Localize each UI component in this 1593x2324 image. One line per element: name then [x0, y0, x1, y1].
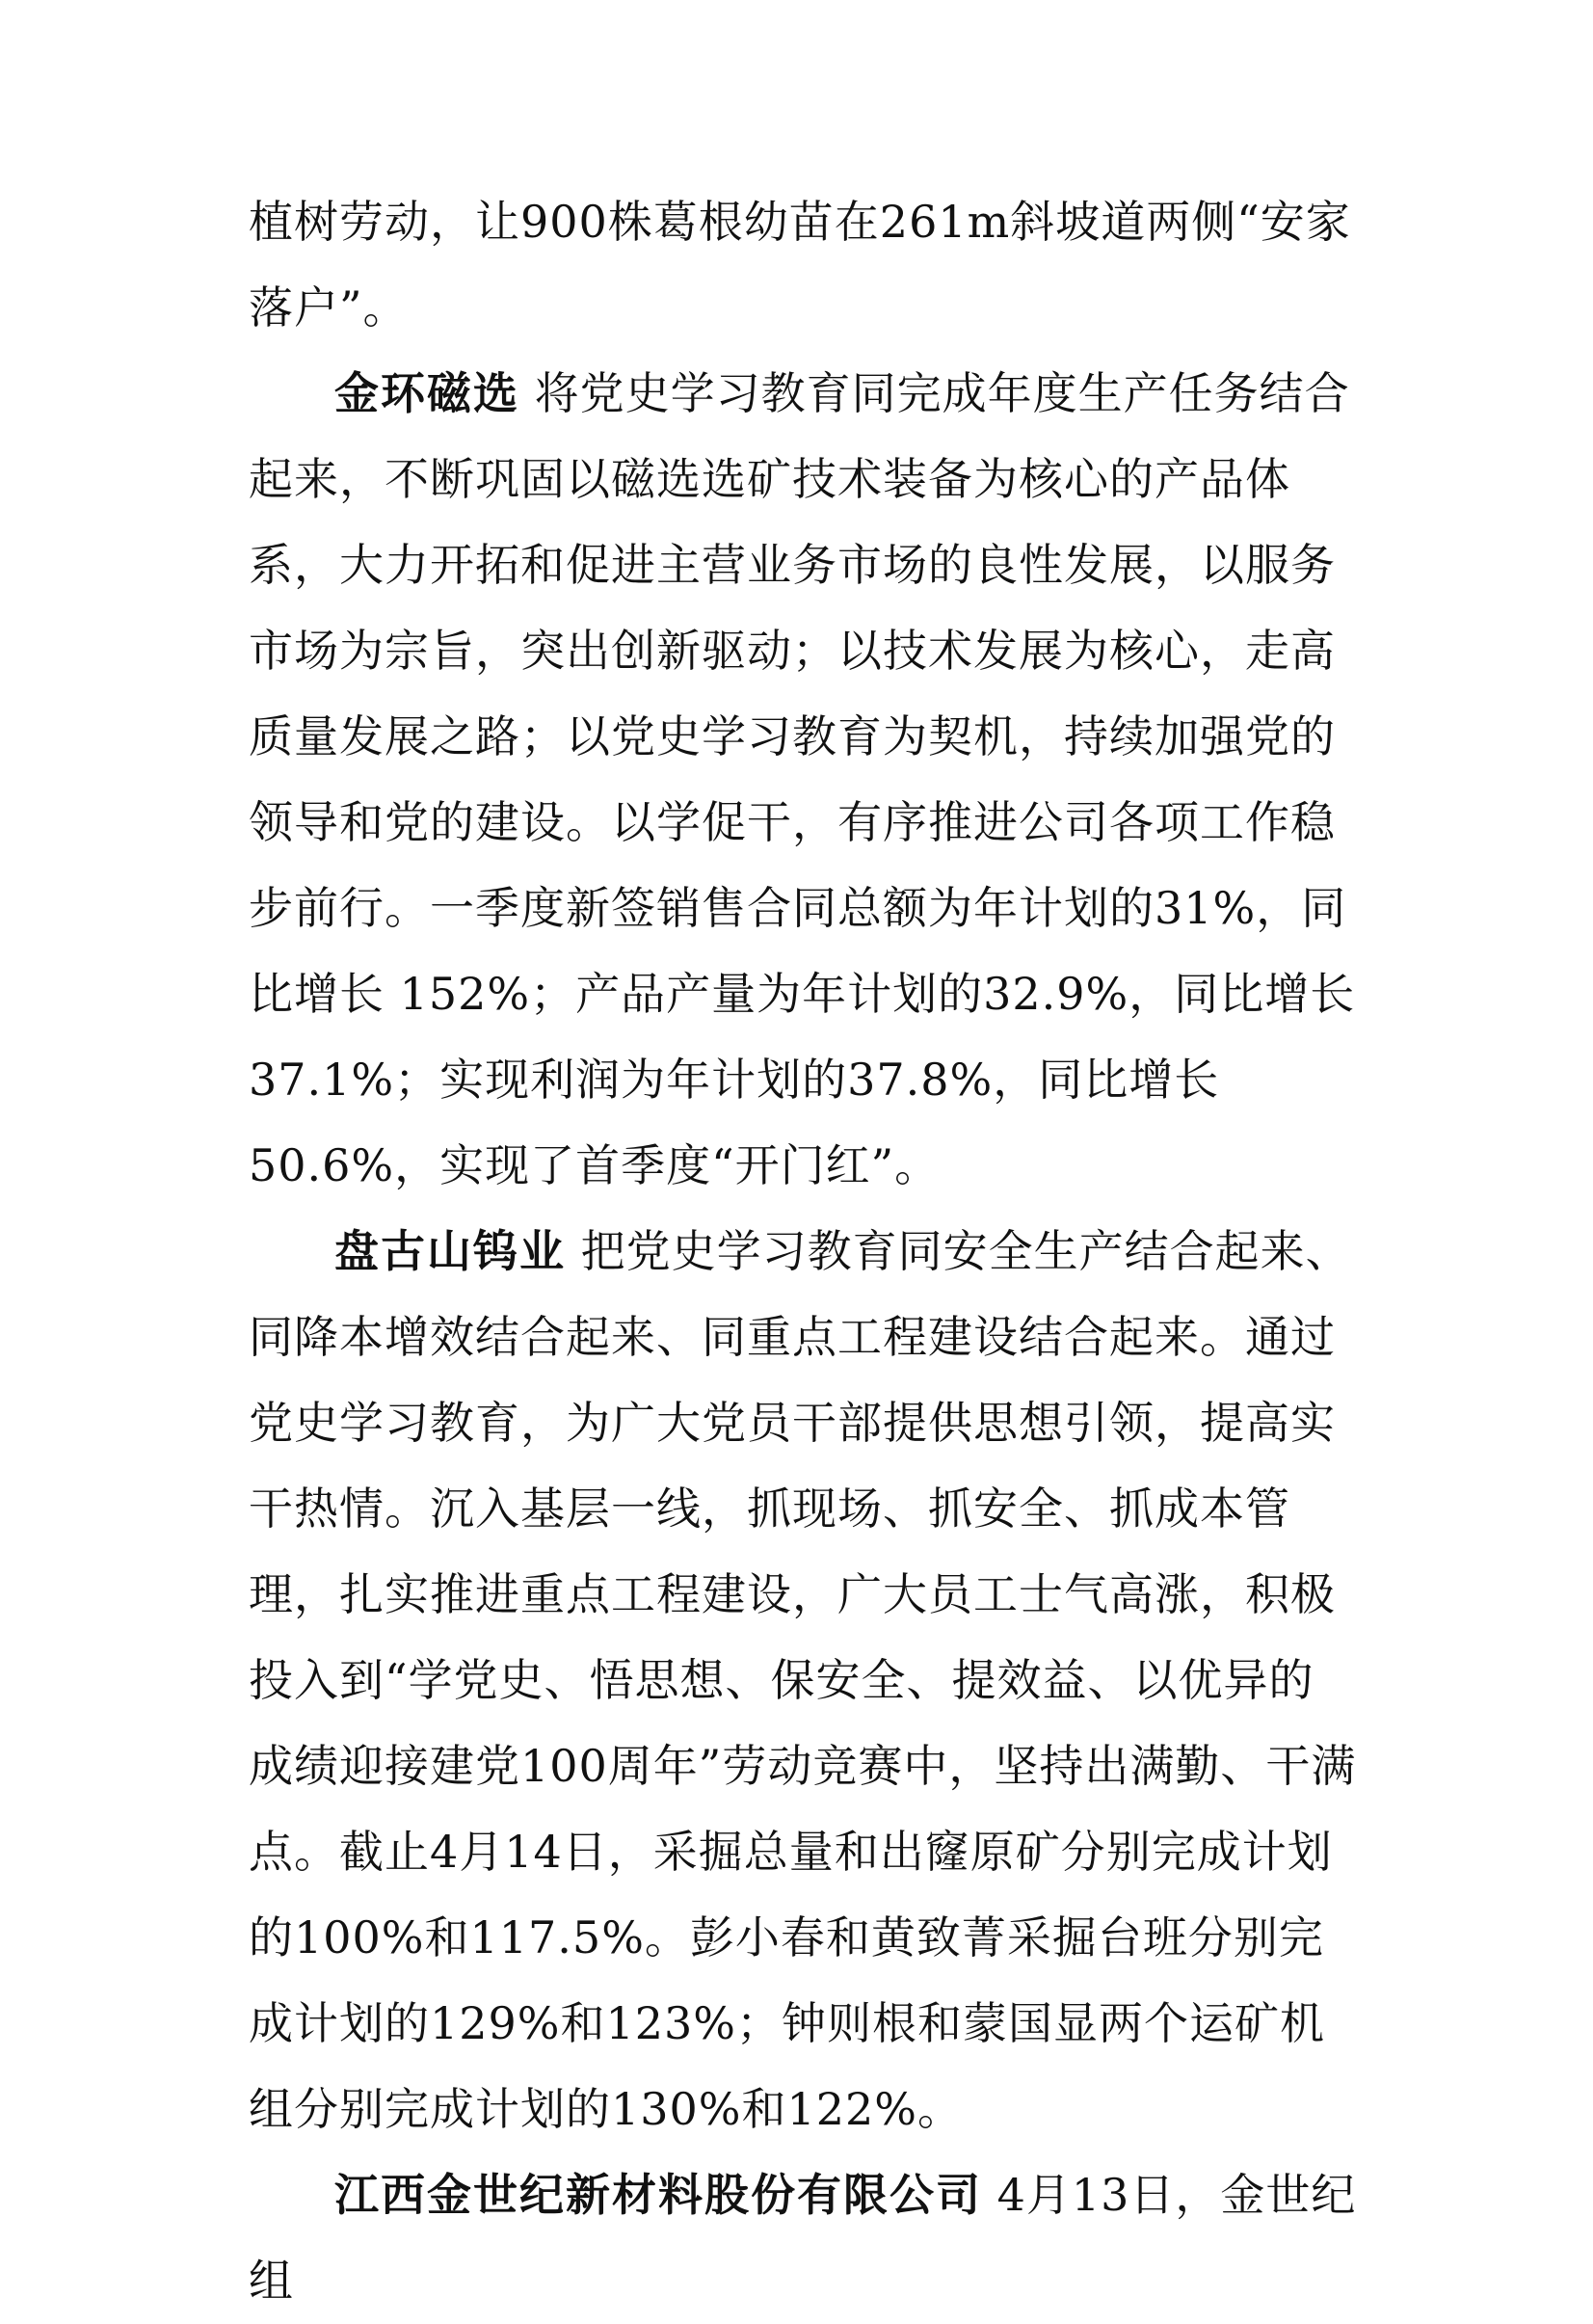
company-heading: 江西金世纪新材料股份有限公司 — [334, 2169, 982, 2221]
paragraph-jinshiji-materials — [249, 2152, 1359, 2324]
document-body — [249, 179, 1359, 2324]
paragraph-panggushan-tungsten — [249, 1209, 1359, 2152]
paragraph-text: 把党史学习教育同安全生产结合起来、同降本增效结合起来、同重点工程建设结合起来。通过党史学习教育，为广大党员干部提供思想引领，提高实干热情。沉入基层一线，抓现场、抓安全、抓成本管理，扎实推进重点工程建设，广大员工士气高涨，积极投入到“学党史、悟思想、保安全、提效益、以优异的成绩迎接建党100周年”劳动竞赛中，坚持出满勤、干满点。截止4月14日，采掘总量和出窿原矿分别完成计划的100%和117.5%。彭小春和黄致菁采掘台班分别完成计划的129%和123%；钟则根和蒙国显两个运矿机组分别完成计划的130%和122%。 — [249, 1225, 1357, 2135]
paragraph-text: 植树劳动，让900株葛根幼苗在261m斜坡道两侧“安家落户”。 — [249, 196, 1351, 334]
company-heading: 盘古山钨业 — [334, 1225, 566, 1277]
company-heading: 金环磁选 — [334, 367, 519, 419]
paragraph-text: 4月13日，金世纪组 — [249, 2169, 1357, 2307]
paragraph-jinhuan-magnetic — [249, 351, 1359, 1209]
paragraph-text: 将党史学习教育同完成年度生产任务结合起来，不断巩固以磁选选矿技术装备为核心的产品体系，大力开拓和促进主营业务市场的良性发展，以服务市场为宗旨，突出创新驱动；以技术发展为核心，走高质量发展之路；以党史学习教育为契机，持续加强党的领导和党的建设。以学促干，有序推进公司各项工作稳步前行。一季度新签销售合同总额为年计划的31%，同比增长 152%；产品产量为年计划的32.9%，同比增长37.1%；实现利润为年计划的37.8%，同比增长50.6%，实现了首季度“开门红”。 — [249, 367, 1356, 1191]
paragraph-planting — [249, 179, 1359, 351]
